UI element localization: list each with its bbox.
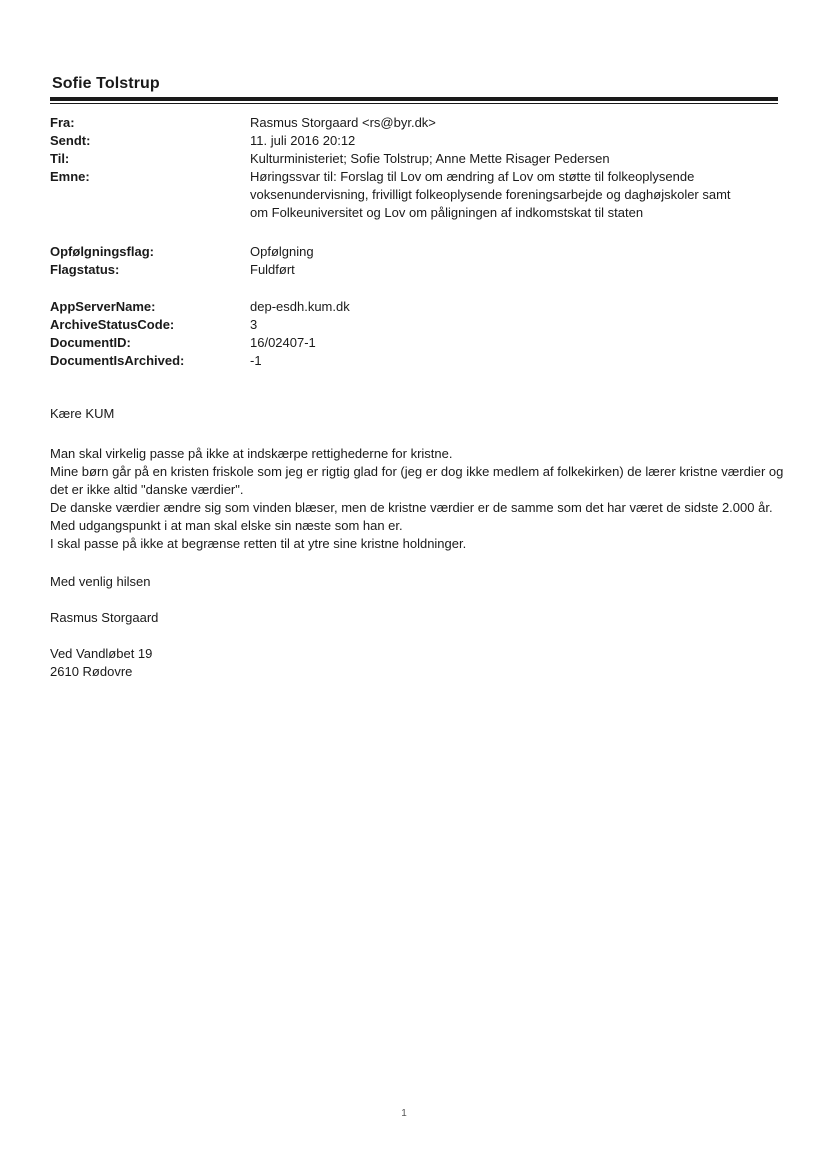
address-line: Ved Vandløbet 19 bbox=[50, 646, 153, 661]
message-fields bbox=[50, 114, 778, 222]
field-from bbox=[50, 114, 778, 132]
field-label: ArchiveStatusCode: bbox=[50, 317, 175, 332]
field-value: Opfølgning bbox=[250, 244, 314, 259]
page-number: 1 bbox=[401, 1108, 407, 1119]
field-value: Fuldført bbox=[250, 262, 295, 277]
field-label: Flagstatus: bbox=[50, 262, 120, 277]
field-app-server-name bbox=[50, 298, 778, 316]
body-line: Med udgangspunkt i at man skal elske sin næste som han er. bbox=[50, 518, 403, 533]
sender-name: Sofie Tolstrup bbox=[52, 75, 160, 92]
field-value: Rasmus Storgaard <rs@byr.dk> bbox=[250, 115, 436, 130]
field-document-id bbox=[50, 334, 778, 352]
field-label: Emne: bbox=[50, 169, 90, 184]
field-label: AppServerName: bbox=[50, 299, 156, 314]
body-line: Man skal virkelig passe på ikke at indskærpe rettighederne for kristne. bbox=[50, 446, 453, 461]
signature: Rasmus Storgaard bbox=[50, 610, 159, 625]
body-line: Mine børn går på en kristen friskole som jeg er rigtig glad for (jeg er dog ikke medlem af folkekirken) de lærer kristne værdier og det er ikke altid "danske værdier". bbox=[50, 464, 784, 497]
field-followup-flag bbox=[50, 243, 778, 261]
field-flag-status bbox=[50, 261, 778, 279]
field-subject bbox=[50, 168, 778, 222]
field-value: 11. juli 2016 20:12 bbox=[250, 133, 356, 148]
field-label: DocumentIsArchived: bbox=[50, 353, 185, 368]
archive-fields bbox=[50, 298, 778, 370]
field-value: dep-esdh.kum.dk bbox=[250, 299, 350, 314]
field-value: Kulturministeriet; Sofie Tolstrup; Anne Mette Risager Pedersen bbox=[250, 151, 610, 166]
header-rule-thick bbox=[50, 97, 778, 101]
field-value: 16/02407-1 bbox=[250, 335, 316, 350]
greeting: Kære KUM bbox=[50, 406, 115, 421]
closing: Med venlig hilsen bbox=[50, 574, 151, 589]
field-archive-status-code bbox=[50, 316, 778, 334]
header-rule-thin bbox=[50, 103, 778, 104]
flag-fields bbox=[50, 243, 778, 279]
field-label: Sendt: bbox=[50, 133, 91, 148]
field-document-is-archived bbox=[50, 352, 778, 370]
field-to bbox=[50, 150, 778, 168]
body-line: I skal passe på ikke at begrænse retten til at ytre sine kristne holdninger. bbox=[50, 536, 467, 551]
body-line: De danske værdier ændre sig som vinden blæser, men de kristne værdier er de samme som det har været de sidste 2.000 år. bbox=[50, 500, 773, 515]
field-value: -1 bbox=[250, 353, 262, 368]
address-line: 2610 Rødovre bbox=[50, 664, 133, 679]
field-sent bbox=[50, 132, 778, 150]
letter-body bbox=[50, 405, 790, 681]
field-label: Opfølgningsflag: bbox=[50, 244, 154, 259]
field-label: Fra: bbox=[50, 115, 75, 130]
field-label: DocumentID: bbox=[50, 335, 131, 350]
field-value: 3 bbox=[250, 317, 258, 332]
field-value: Høringssvar til: Forslag til Lov om ændring af Lov om støtte til folkeoplysende voksenundervisning, frivilligt folkeoplysende foreningsarbejde og daghøjskoler samt om Folkeuniversitet og Lov om påligningen af indkomstskat til staten bbox=[250, 169, 731, 220]
field-label: Til: bbox=[50, 151, 70, 166]
